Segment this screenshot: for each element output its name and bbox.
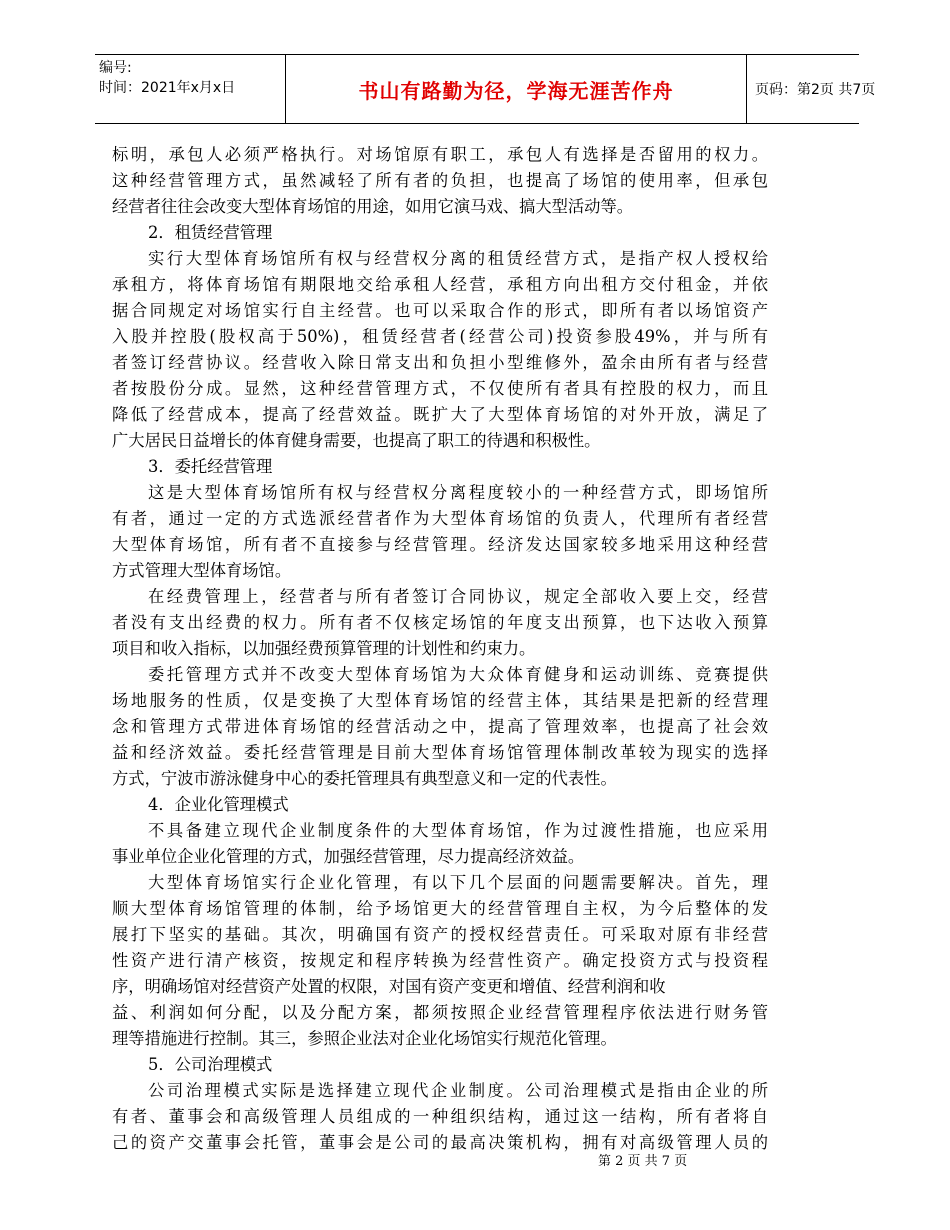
- paragraph-line: 广大居民日益增长的体育健身需要，也提高了职工的待遇和积极性。: [112, 431, 601, 450]
- paragraph-line: 这种经营管理方式，虽然减轻了所有者的负担，也提高了场馆的使用率，但承包: [112, 171, 768, 190]
- header-motto: 书山有路勤为径，学海无涯苦作舟: [285, 55, 747, 123]
- document-number-label: 编号:: [99, 60, 132, 76]
- paragraph-line: 在经费管理上，经营者与所有者签订合同协议，规定全部收入要上交，经营: [148, 587, 768, 606]
- paragraph-line: 方式管理大型体育场馆。: [112, 561, 292, 580]
- paragraph-line: 大型体育场馆，所有者不直接参与经营管理。经济发达国家较多地采用这种经营: [112, 535, 768, 554]
- paragraph-line: 方式，宁波市游泳健身中心的委托管理具有典型意义和一定的代表性。: [112, 769, 617, 788]
- paragraph-line: 有者，通过一定的方式选派经营者作为大型体育场馆的负责人，代理所有者经营: [112, 509, 768, 528]
- paragraph-line: 公司治理模式实际是选择建立现代企业制度。公司治理模式是指由企业的所: [148, 1081, 768, 1100]
- paragraph-line: 委托管理方式并不改变大型体育场馆为大众体育健身和运动训练、竞赛提供: [148, 665, 768, 684]
- paragraph-line: 项目和收入指标，以加强经费预算管理的计划性和约束力。: [112, 639, 536, 658]
- paragraph-line: 念和管理方式带进体育场馆的经营活动之中，提高了管理效率，也提高了社会效: [112, 717, 768, 736]
- paragraph-line: 者签订经营协议。经营收入除日常支出和负担小型维修外，盈余由所有者与经营: [112, 353, 768, 372]
- document-time-label: 时间：2021年x月x日: [99, 80, 236, 96]
- paragraph-line: 者按股份分成。显然，这种经营管理方式，不仅使所有者具有控股的权力，而且: [112, 379, 768, 398]
- header-page-info: 页码：第2页 共7页: [755, 82, 876, 98]
- header-meta: [95, 55, 285, 123]
- paragraph-line: 理等措施进行控制。其三，参照企业法对企业化场馆实行规范化管理。: [112, 1029, 617, 1048]
- paragraph-line: 经营者往往会改变大型体育场馆的用途，如用它演马戏、搞大型活动等。: [112, 197, 634, 216]
- paragraph-line: 有者、董事会和高级管理人员组成的一种组织结构，通过这一结构，所有者将自: [112, 1107, 768, 1126]
- paragraph-line: 展打下坚实的基础。其次，明确国有资产的授权经营责任。可采取对原有非经营: [112, 925, 768, 944]
- document-body: [112, 142, 768, 1156]
- paragraph-line: 大型体育场馆实行企业化管理，有以下几个层面的问题需要解决。首先，理: [148, 873, 768, 892]
- section-heading: 5．公司治理模式: [148, 1055, 273, 1074]
- paragraph-line: 实行大型体育场馆所有权与经营权分离的租赁经营方式，是指产权人授权给: [148, 249, 768, 268]
- paragraph-line: 承租方，将体育场馆有期限地交给承租人经营，承租方向出租方交付租金，并依: [112, 275, 768, 294]
- paragraph-line: 序，明确场馆对经营资产处置的权限，对国有资产变更和增值、经营利润和收: [112, 977, 666, 996]
- paragraph-line: 事业单位企业化管理的方式，加强经营管理，尽力提高经济效益。: [112, 847, 585, 866]
- paragraph-line: 据合同规定对场馆实行自主经营。也可以采取合作的形式，即所有者以场馆资产: [112, 301, 768, 320]
- paragraph-line: 不具备建立现代企业制度条件的大型体育场馆，作为过渡性措施，也应采用: [148, 821, 768, 840]
- section-heading: 4．企业化管理模式: [148, 795, 289, 814]
- paragraph-line: 益和经济效益。委托经营管理是目前大型体育场馆管理体制改革较为现实的选择: [112, 743, 768, 762]
- paragraph-line: 者没有支出经费的权力。所有者不仅核定场馆的年度支出预算，也下达收入预算: [112, 613, 768, 632]
- paragraph-line: 标明，承包人必须严格执行。对场馆原有职工，承包人有选择是否留用的权力。: [112, 145, 768, 164]
- paragraph-line: 顺大型体育场馆管理的体制，给予场馆更大的经营管理自主权，为今后整体的发: [112, 899, 768, 918]
- paragraph-line: 入股并控股(股权高于50%)，租赁经营者(经营公司)投资参股49%，并与所有: [112, 327, 768, 346]
- page-footer: 第 2 页 共 7 页: [598, 1154, 688, 1169]
- section-heading: 3．委托经营管理: [148, 457, 273, 476]
- paragraph-line: 益、利润如何分配，以及分配方案，都须按照企业经营管理程序依法进行财务管: [112, 1003, 768, 1022]
- paragraph-line: 降低了经营成本，提高了经营效益。既扩大了大型体育场馆的对外开放，满足了: [112, 405, 768, 424]
- paragraph-line: 己的资产交董事会托管，董事会是公司的最高决策机构，拥有对高级管理人员的: [112, 1133, 768, 1152]
- section-heading: 2．租赁经营管理: [148, 223, 273, 242]
- page-header: [95, 54, 876, 124]
- paragraph-line: 这是大型体育场馆所有权与经营权分离程度较小的一种经营方式，即场馆所: [148, 483, 768, 502]
- paragraph-line: 性资产进行清产核资，按规定和程序转换为经营性资产。确定投资方式与投资程: [112, 951, 768, 970]
- paragraph-line: 场地服务的性质，仅是变换了大型体育场馆的经营主体，其结果是把新的经营理: [112, 691, 768, 710]
